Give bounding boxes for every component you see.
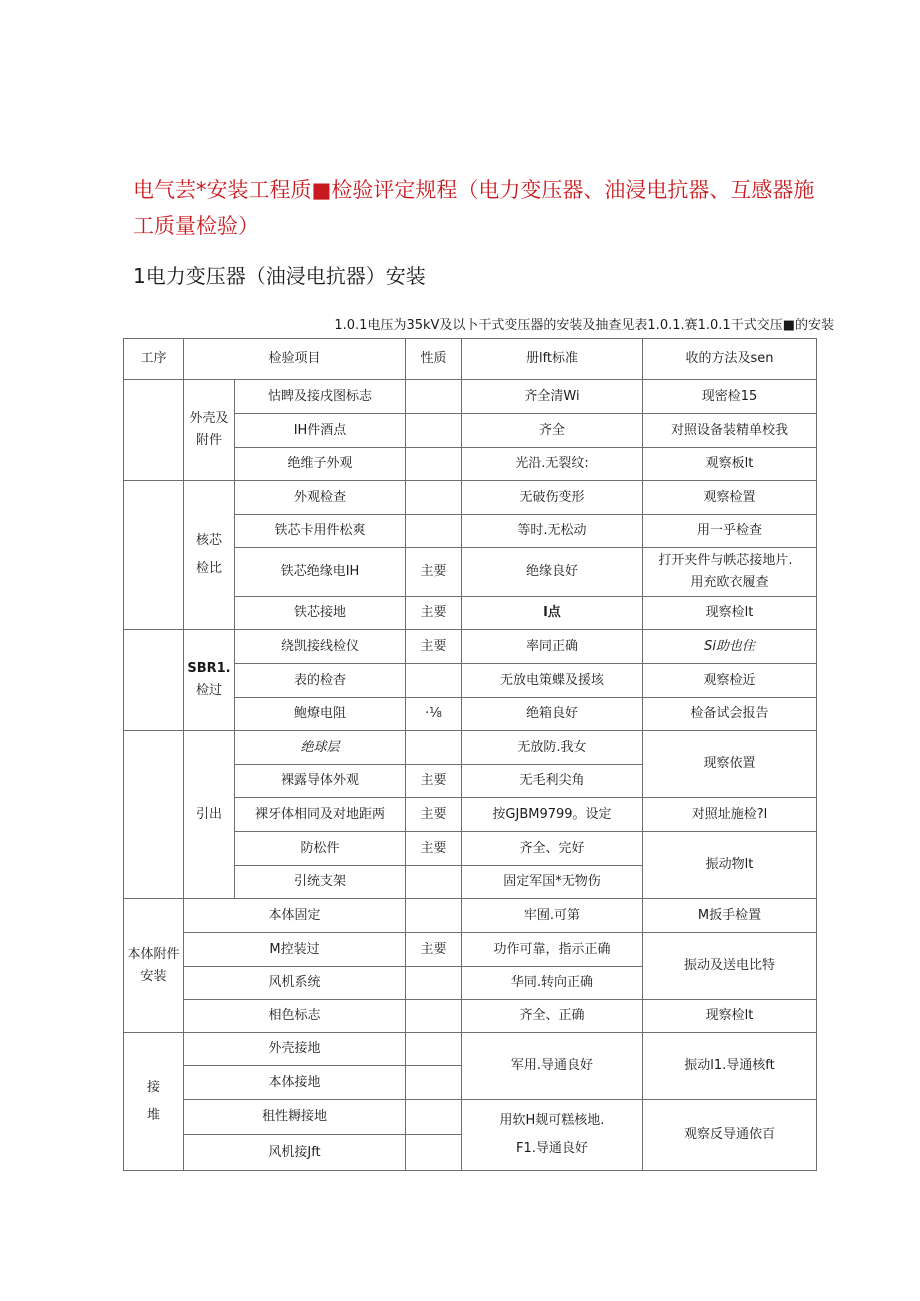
row-nature: 主要: [405, 764, 462, 798]
row-nature: 主要: [405, 547, 462, 597]
row-standard: 齐全: [461, 413, 643, 448]
row-method: Si助也住: [642, 629, 817, 664]
group-process-blank: [123, 730, 184, 899]
row-method: 现密检15: [642, 379, 817, 414]
group-process-blank: [123, 480, 184, 630]
row-item: 鲍燎电阻: [234, 697, 406, 731]
row-item: 本体固定: [183, 898, 406, 933]
row-item: 防松件: [234, 831, 406, 866]
row-standard: 齐全、完好: [461, 831, 643, 866]
row-item: 引统支架: [234, 865, 406, 899]
row-method: 现察依置: [642, 730, 817, 798]
row-item: 裸牙体相同及对地距两: [234, 797, 406, 832]
row-nature: [405, 413, 462, 448]
section-heading: 1电力变压器（油浸电抗器）安装: [133, 264, 426, 288]
row-standard: 齐全、正确: [461, 999, 643, 1033]
row-nature: [405, 480, 462, 515]
row-method: 观察反导通依百: [642, 1099, 817, 1171]
row-item: 外观检查: [234, 480, 406, 515]
row-standard: 率同正确: [461, 629, 643, 664]
row-standard: l点: [461, 596, 643, 630]
header-standard: 册lft标准: [461, 338, 643, 380]
row-item: M控装过: [183, 932, 406, 967]
row-nature: 主要: [405, 596, 462, 630]
row-nature: [405, 1099, 462, 1135]
row-standard: 用软H觌可糕核地. F1.导通良好: [461, 1099, 643, 1171]
row-item: 铁芯接地: [234, 596, 406, 630]
row-standard: 无放电策蝶及援垓: [461, 663, 643, 698]
header-process: 工序: [123, 338, 184, 380]
row-item: 租性耨接地: [183, 1099, 406, 1135]
row-item: 怙睥及接戌图标志: [234, 379, 406, 414]
group-label: 外壳及附件: [183, 379, 235, 481]
row-item: 外壳接地: [183, 1032, 406, 1066]
row-method: 对照址施检?l: [642, 797, 817, 832]
row-standard: 绝缘良好: [461, 547, 643, 597]
group-process-blank: [123, 629, 184, 731]
row-method: 振动及送电比特: [642, 932, 817, 1000]
row-standard: 齐全清Wi: [461, 379, 643, 414]
row-method: 检备试会报告: [642, 697, 817, 731]
row-method: 观察检置: [642, 480, 817, 515]
row-method: 现察检lt: [642, 999, 817, 1033]
row-method: 打开夹件与帙芯接地片. 用充欧衣履查: [642, 547, 817, 597]
inspection-table: [123, 338, 817, 1171]
row-standard: 固定军国*无物伤: [461, 865, 643, 899]
row-standard: 按GJBM9799。设定: [461, 797, 643, 832]
row-method: M扳手检置: [642, 898, 817, 933]
row-method: 现察检lt: [642, 596, 817, 630]
row-standard: 华同.转向正确: [461, 966, 643, 1000]
row-item: 铁芯绝缘电IH: [234, 547, 406, 597]
row-nature: 主要: [405, 831, 462, 866]
table-caption: 1.0.1电压为35kV及以卜干式变压器的安装及抽查见表1.0.1.赛1.0.1干式交压■的安装: [334, 318, 834, 333]
row-nature: [405, 865, 462, 899]
row-item: 本体接地: [183, 1065, 406, 1100]
row-nature: [405, 966, 462, 1000]
header-item: 检验项目: [183, 338, 406, 380]
row-item: 绕凯接线检仪: [234, 629, 406, 664]
group-label: 接 堆: [123, 1032, 184, 1171]
row-nature: ·⅛: [405, 697, 462, 731]
group-label: 本体附件安装: [123, 898, 184, 1033]
row-nature: [405, 898, 462, 933]
row-method: 振动l1.导通核ft: [642, 1032, 817, 1100]
row-item: 表的检杳: [234, 663, 406, 698]
row-standard: 无破伤变形: [461, 480, 643, 515]
row-method: 用一乎检查: [642, 514, 817, 548]
row-nature: 主要: [405, 797, 462, 832]
row-nature: [405, 514, 462, 548]
row-nature: [405, 1032, 462, 1066]
row-method: 对照设备装精单校我: [642, 413, 817, 448]
row-nature: [405, 447, 462, 481]
header-method: 收的方法及sen: [642, 338, 817, 380]
row-nature: [405, 999, 462, 1033]
row-item: 相色标志: [183, 999, 406, 1033]
row-nature: [405, 730, 462, 765]
row-nature: [405, 1134, 462, 1171]
group-label: 核芯 检比: [183, 480, 235, 630]
row-item: 绝维子外观: [234, 447, 406, 481]
row-method: 观察板lt: [642, 447, 817, 481]
header-nature: 性质: [405, 338, 462, 380]
row-nature: 主要: [405, 629, 462, 664]
row-method: 振动物lt: [642, 831, 817, 899]
group-label: SBR1. 检过: [183, 629, 235, 731]
row-standard: 功作可靠，指示正确: [461, 932, 643, 967]
row-nature: 主要: [405, 932, 462, 967]
row-nature: [405, 379, 462, 414]
row-item: 风机接Jft: [183, 1134, 406, 1171]
row-item: 铁芯卡用件松爽: [234, 514, 406, 548]
row-standard: 牢囿.可第: [461, 898, 643, 933]
row-standard: 无毛利尖角: [461, 764, 643, 798]
document-title: 电气芸*安装工程质■检验评定规程（电力变压器、油浸电抗器、互感器施工质量检验）: [133, 178, 815, 238]
row-item: 裸露导体外观: [234, 764, 406, 798]
row-standard: 无放防.我女: [461, 730, 643, 765]
row-method: 观察检近: [642, 663, 817, 698]
row-standard: 军用.导通良好: [461, 1032, 643, 1100]
row-standard: 绝箱良好: [461, 697, 643, 731]
row-item: IH件酒点: [234, 413, 406, 448]
row-standard: 等时.无松动: [461, 514, 643, 548]
group-process-blank: [123, 379, 184, 481]
row-nature: [405, 1065, 462, 1100]
row-item: 风机系统: [183, 966, 406, 1000]
row-standard: 光沿.无裂纹:: [461, 447, 643, 481]
group-label: 引出: [183, 730, 235, 899]
row-nature: [405, 663, 462, 698]
row-item: 绝球层: [234, 730, 406, 765]
